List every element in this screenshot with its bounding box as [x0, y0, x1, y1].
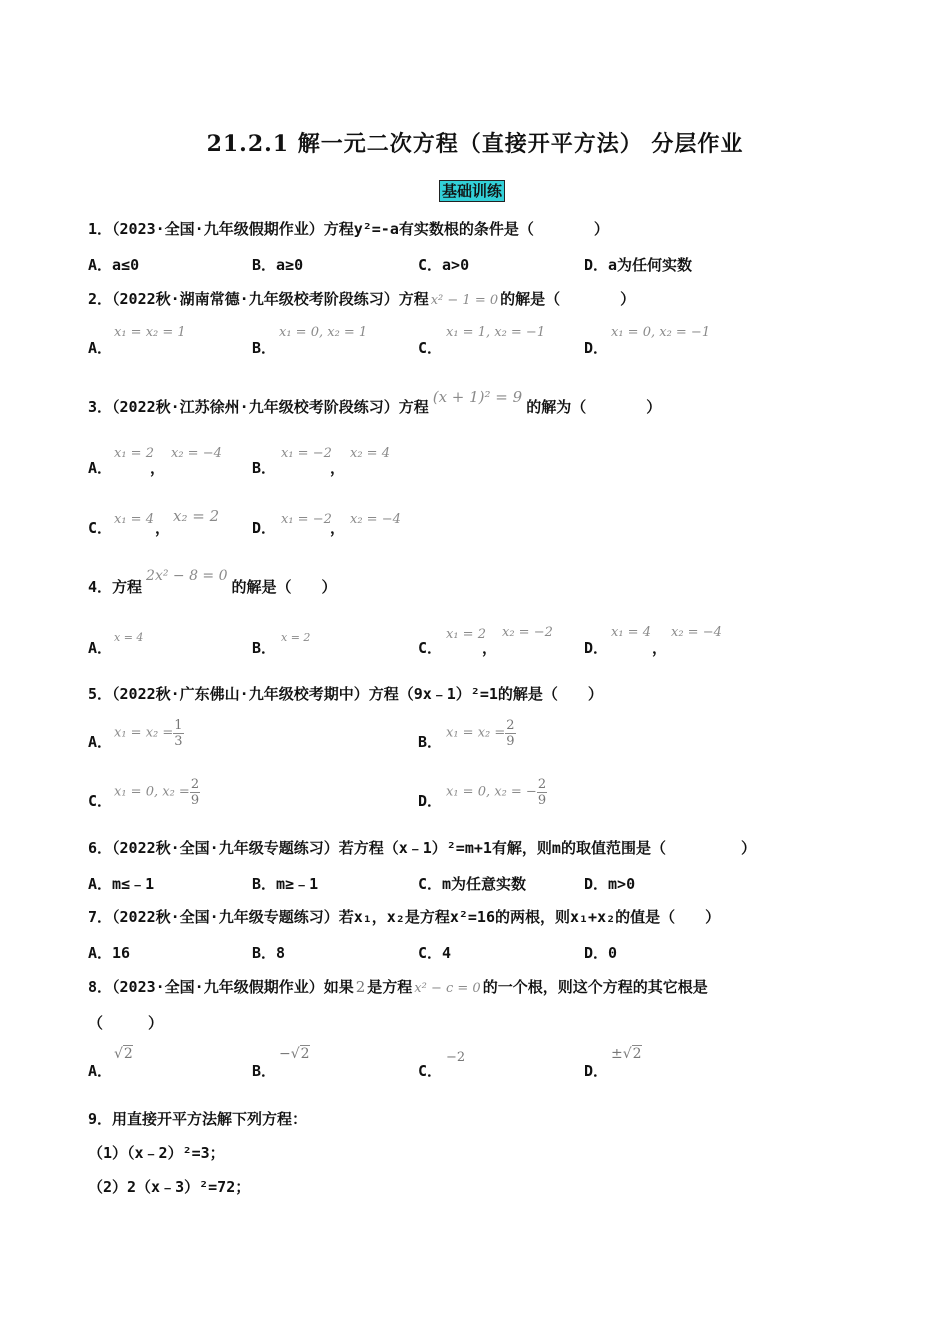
q8-option-a-letter: A．	[88, 1062, 113, 1080]
q7-option-c: C．4	[418, 944, 452, 962]
q7-option-b: B．8	[252, 944, 286, 962]
q3-option-a-letter: A．	[88, 459, 113, 477]
q3-option-d-x1: x₁ = −2	[281, 512, 332, 527]
q4-option-d-x1: x₁ = 4	[611, 625, 651, 640]
q3-option-d-letter: D．	[252, 519, 277, 537]
q4-option-a-math: x = 4	[114, 631, 144, 644]
q1-option-b: B．a≥0	[252, 256, 304, 274]
q5-option-d-fraction	[537, 777, 547, 808]
q8-option-d-sign: ±	[611, 1046, 623, 1062]
q3-stem-text-b: 的解为（ ）	[526, 398, 662, 416]
q8-option-b-letter: B．	[252, 1062, 277, 1080]
q8-option-b-radicand: 2	[300, 1046, 310, 1062]
section-badge: 基础训练	[439, 180, 505, 202]
q5-option-b-numerator: 2	[506, 718, 515, 733]
q3-equation: (x + 1)² = 9	[432, 388, 523, 406]
q8-stem-text-c: 的一个根，则这个方程的其它根是	[482, 978, 708, 996]
question-1-stem: 1．（2023·全国·九年级假期作业）方程y²=-a有实数根的条件是（ ）	[88, 220, 609, 238]
q8-option-a-math: √2	[114, 1046, 133, 1062]
q8-stem-text-a: 8．（2023·全国·九年级假期作业）如果	[88, 978, 354, 996]
q1-option-d: D．a为任何实数	[584, 256, 693, 274]
q4-option-d-comma: ，	[652, 639, 668, 657]
q5-option-c-denominator: 9	[190, 793, 200, 808]
q4-option-c-x1: x₁ = 2	[446, 627, 486, 642]
q8-option-d-radicand: 2	[632, 1046, 642, 1062]
q2-equation: x² − 1 = 0	[430, 293, 499, 308]
q8-option-d-math: ±√2	[611, 1046, 642, 1062]
q2-option-b-letter: B．	[252, 339, 277, 357]
q3-option-d-x2: x₂ = −4	[350, 512, 401, 527]
question-6-stem: 6．（2022秋·全国·九年级专题练习）若方程（x﹣1）²=m+1有解，则m的取值范围是（ ）	[88, 839, 756, 857]
q5-option-b-denominator: 9	[506, 734, 515, 749]
q5-option-b-fraction	[505, 718, 515, 749]
q5-option-c-fraction	[190, 777, 200, 808]
q5-option-a-numerator: 1	[174, 718, 183, 733]
q8-option-c-letter: C．	[418, 1062, 443, 1080]
q3-option-b-comma: ，	[330, 459, 346, 477]
q8-option-d-letter: D．	[584, 1062, 609, 1080]
q8-root-value: 2	[355, 978, 366, 996]
q4-option-d-letter: D．	[584, 639, 609, 657]
q8-option-b-sign: −	[279, 1046, 291, 1062]
q4-stem-text-a: 4．方程	[88, 578, 143, 596]
q5-option-c-math	[114, 777, 200, 808]
q7-option-d: D．0	[584, 944, 618, 962]
q3-stem-text-a: 3．（2022秋·江苏徐州·九年级校考阶段练习）方程	[88, 398, 429, 416]
q8-equation: x² − c = 0	[414, 981, 481, 996]
q5-option-d-letter: D．	[418, 792, 443, 810]
question-8-stem	[88, 977, 708, 997]
q5-option-a-fraction	[173, 718, 183, 749]
q4-option-d-x2: x₂ = −4	[671, 625, 722, 640]
q8-option-c-math: −2	[446, 1050, 466, 1065]
q2-option-a-letter: A．	[88, 339, 113, 357]
q5-option-a-letter: A．	[88, 733, 113, 751]
q2-option-c-math: x₁ = 1, x₂ = −1	[446, 325, 546, 340]
q4-equation: 2x² − 8 = 0	[146, 568, 228, 584]
q5-option-d-math	[446, 777, 547, 808]
q3-option-a-x2: x₂ = −4	[171, 446, 222, 461]
q6-option-b: B．m≥﹣1	[252, 875, 319, 893]
q9-part-1: （1）（x﹣2）²=3；	[88, 1144, 225, 1162]
question-7-stem: 7．（2022秋·全国·九年级专题练习）若x₁，x₂是方程x²=16的两根，则x₁+x₂的值是（ ）	[88, 908, 721, 926]
q4-option-c-comma: ，	[482, 639, 498, 657]
question-3-stem	[88, 388, 662, 417]
q5-option-a-denominator: 3	[174, 734, 183, 749]
q2-stem-text-b: 的解是（ ）	[500, 290, 636, 308]
q5-option-c-letter: C．	[88, 792, 113, 810]
page-title: 21.2.1 解一元二次方程（直接开平方法） 分层作业	[206, 131, 744, 157]
q1-option-a: A．a≤0	[88, 256, 140, 274]
q2-stem-text-a: 2．（2022秋·湖南常德·九年级校考阶段练习）方程	[88, 290, 429, 308]
q5-option-d-lhs: x₁ = 0, x₂ = −	[446, 784, 537, 800]
q2-option-d-math: x₁ = 0, x₂ = −1	[611, 325, 711, 340]
q5-option-d-denominator: 9	[537, 793, 547, 808]
q3-option-b-x1: x₁ = −2	[281, 446, 332, 461]
q3-option-c-x1: x₁ = 4	[114, 512, 154, 527]
q5-option-a-lhs: x₁ = x₂ =	[114, 725, 174, 741]
q4-option-b-math: x = 2	[281, 631, 311, 644]
q6-option-c: C．m为任意实数	[418, 875, 527, 893]
q8-stem-text-b: 是方程	[367, 978, 413, 996]
q5-option-a-math	[114, 718, 184, 749]
q4-stem-text-b: 的解是（ ）	[231, 578, 337, 596]
q3-option-a-comma: ，	[150, 459, 166, 477]
q2-option-b-math: x₁ = 0, x₂ = 1	[279, 325, 368, 340]
q8-answer-parens: （ ）	[88, 1014, 164, 1032]
q3-option-c-letter: C．	[88, 519, 113, 537]
q1-option-c: C．a>0	[418, 256, 470, 274]
q3-option-a-x1: x₁ = 2	[114, 446, 154, 461]
q3-option-c-x2: x₂ = 2	[173, 507, 220, 525]
q2-option-a-math: x₁ = x₂ = 1	[114, 325, 186, 340]
q2-option-c-letter: C．	[418, 339, 443, 357]
q4-option-c-x2: x₂ = −2	[502, 625, 553, 640]
q9-part-2: （2）2（x﹣3）²=72；	[88, 1178, 251, 1196]
question-5-stem: 5．（2022秋·广东佛山·九年级校考期中）方程（9x﹣1）²=1的解是（ ）	[88, 685, 603, 703]
q5-option-b-lhs: x₁ = x₂ =	[446, 725, 506, 741]
q5-option-d-numerator: 2	[537, 777, 547, 792]
q3-option-c-comma: ，	[155, 519, 171, 537]
question-4-stem	[88, 568, 337, 597]
question-9-stem: 9．用直接开平方法解下列方程：	[88, 1110, 308, 1128]
q5-option-c-lhs: x₁ = 0, x₂ =	[114, 784, 190, 800]
q6-option-a: A．m≤﹣1	[88, 875, 155, 893]
q3-option-d-comma: ，	[330, 519, 346, 537]
q3-option-b-letter: B．	[252, 459, 277, 477]
q4-option-c-letter: C．	[418, 639, 443, 657]
q5-option-b-letter: B．	[418, 733, 443, 751]
q3-option-b-x2: x₂ = 4	[350, 446, 390, 461]
q4-option-a-letter: A．	[88, 639, 113, 657]
q6-option-d: D．m>0	[584, 875, 636, 893]
q7-option-a: A．16	[88, 944, 131, 962]
q8-option-a-radicand: 2	[123, 1046, 133, 1062]
q5-option-c-numerator: 2	[190, 777, 200, 792]
q8-option-b-math: −√2	[279, 1046, 310, 1062]
q4-option-b-letter: B．	[252, 639, 277, 657]
q5-option-b-math	[446, 718, 516, 749]
question-2-stem	[88, 289, 635, 309]
q2-option-d-letter: D．	[584, 339, 609, 357]
